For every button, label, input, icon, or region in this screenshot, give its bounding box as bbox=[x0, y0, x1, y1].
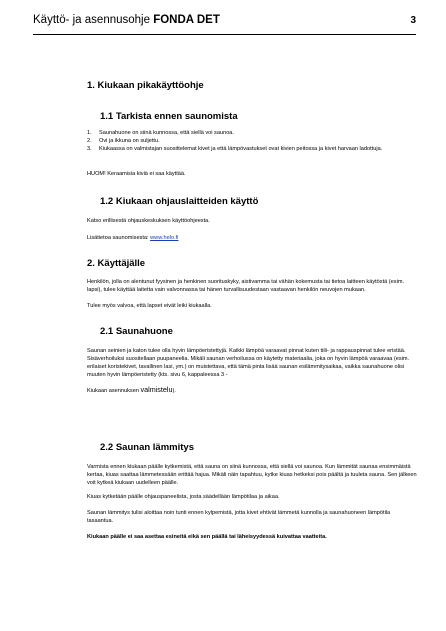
list-item: 1. Saunahuone on siinä kunnossa, että siellä voi saunoa. bbox=[87, 130, 234, 136]
safety-bold-note: Kiukaan päälle ei saa asettaa esineitä eikä sen päällä tai läheisyydessä kuivattaa vaatteita. bbox=[87, 534, 327, 540]
control-unit-instructions: Katso erillisestä ohjauskeskuksen käyttöohjeesta. bbox=[87, 218, 210, 224]
section-1-1-heading: 1.1 Tarkista ennen saunomista bbox=[100, 111, 238, 122]
sauna-room-paragraph: Saunan seinien ja katon tulee olla hyvin lämpöeristettyjä. Kaikki lämpöä varaavat pinnat kuten tiili- ja rappauspinnat tulee eristää. Sisäverhoiluksi suositellaan puupaneelia. Mikäli saunan verhoilussa on käytetty materiaalia, joka on hyvin lämpöä varaavaa (esim. erilaiset koristekivet, tavallinen lasi, ym.) on muistettava, että tämä pinta lisää saunan esilämmitysaikaa, vaikka saunahuone olisi muuten hyvin lämpöeristetty (kts. sivu 6, kappaleessa 3 - bbox=[87, 348, 410, 378]
helo-website-link[interactable]: www.helo.fi bbox=[150, 235, 179, 241]
installation-reference: Kiukaan asennuksen valmistelu). bbox=[87, 385, 176, 394]
ceramic-stones-warning: HUOM! Keraamisia kiviä ei saa käyttää. bbox=[87, 171, 186, 177]
list-item: 2. Ovi ja ikkuna on suljettu. bbox=[87, 138, 160, 144]
heating-paragraph-2: Kiuas kytketään päälle ohjauspaneelista, josta säädellään lämpötilaa ja aikaa. bbox=[87, 494, 280, 500]
section-1-heading: 1. Kiukaan pikakäyttöohje bbox=[87, 80, 204, 91]
children-supervision-note: Tulee myös valvoa, että lapset eivät leiki kiukaalla. bbox=[87, 303, 212, 309]
heating-paragraph-1: Varmista ennen kiukaan päälle kytkemistä, että sauna on siinä kunnossa, että siellä voi saunoa. Kun lämmität saunaa ensimmäistä kertaa, kiuas saattaa lämmetessään erittää hajua. Mikäli näin tapahtuu, kytke kiuas hetkeksi pois päältä ja tuuleta sauna. Sen jälkeen voit kytkeä kiukaan uudelleen päälle. bbox=[87, 464, 417, 486]
more-info-line: Lisätietoa saunomisesta: www.helo.fi bbox=[87, 235, 179, 241]
document-title bbox=[33, 14, 220, 26]
section-2-2-heading: 2.2 Saunan lämmitys bbox=[100, 442, 194, 453]
user-safety-paragraph: Henkilön, jolla on alentunut fyysinen ja henkinen suorituskyky, aistivamma tai vähän kokemusta tai tietoa laitteen käytöstä (esim. lapsi), tulee käyttää laitetta vain valvonnassa tai hänen turvallisuudestaan vastaavan henkilön neuvojen mukaan. bbox=[87, 279, 405, 293]
product-name: FONDA DET bbox=[153, 14, 220, 26]
checklist bbox=[87, 129, 417, 153]
section-1-2-heading: 1.2 Kiukaan ohjauslaitteiden käyttö bbox=[100, 196, 259, 207]
page-number: 3 bbox=[410, 15, 416, 26]
page-header bbox=[33, 12, 416, 35]
list-item: 3. Kiukaassa on valmistajan suosittelemat kivet ja että lämpövastukset ovat kivien peitossa ja kivet harvaan ladottuja. bbox=[87, 146, 383, 152]
section-2-1-heading: 2.1 Saunahuone bbox=[100, 326, 173, 337]
heating-paragraph-3: Saunan lämmitys tulisi aloittaa noin tunti ennen kylpemistä, jotta kivet ehtivät lämmetä kunnolla ja saunahuoneen lämpötila tasaantua. bbox=[87, 510, 391, 524]
title-prefix: Käyttö- ja asennusohje bbox=[33, 14, 154, 26]
section-2-heading: 2. Käyttäjälle bbox=[87, 258, 146, 269]
